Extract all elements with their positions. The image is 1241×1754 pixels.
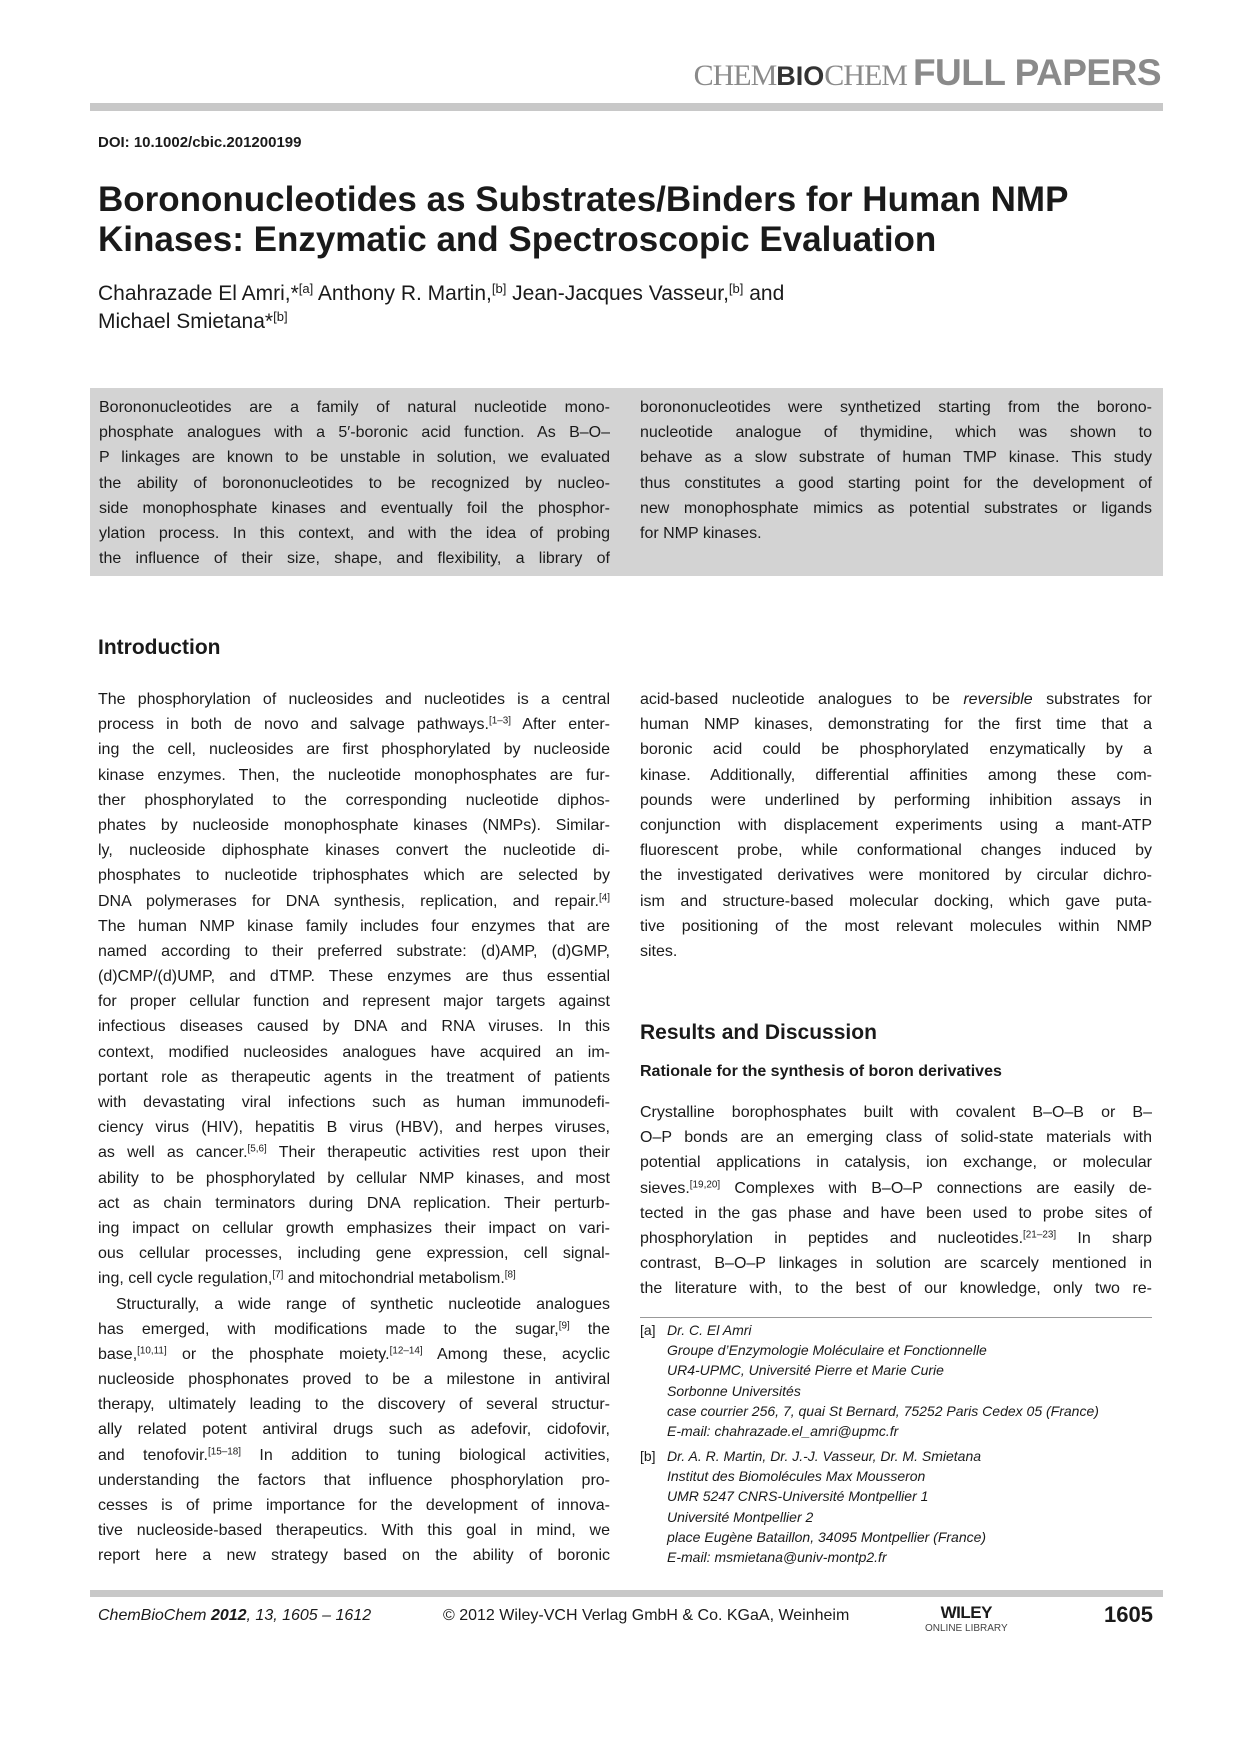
title-line: Borononucleotides as Substrates/Binders for Human NMP: [98, 180, 1069, 219]
text-line: behave as a slow substrate of human TMP kinase. This study: [640, 449, 1152, 467]
abstract-box: [90, 388, 1163, 576]
footnote-body: [667, 1446, 1160, 1567]
citation-ref: [9]: [558, 1320, 570, 1332]
text-line: ing the cell, nucleosides are first phosphorylated by nucleoside: [98, 741, 610, 759]
text-line: therapy, ultimately leading to the discovery of several structur-: [98, 1396, 610, 1414]
text-line: the investigated derivatives were monitored by circular dichro-: [640, 867, 1152, 885]
citation-pages: , 13, 1605 – 1612: [246, 1607, 372, 1624]
left-column-text: [98, 687, 610, 1569]
text-line: cesses is of prime importance for the development of innova-: [98, 1497, 610, 1514]
text-line: infectious diseases caused by DNA and RNA viruses. In this: [98, 1018, 610, 1036]
citation: [98, 1607, 371, 1625]
text-line: kinase enzymes. Then, the nucleotide monophosphates are fur-: [98, 766, 610, 784]
citation-ref: [15–18]: [207, 1446, 242, 1458]
footnote-line: Dr. A. R. Martin, Dr. J.-J. Vasseur, Dr. M. Smietana: [667, 1448, 982, 1464]
footer-rule: [90, 1590, 1163, 1597]
text-line: nucleoside phosphonates proved to be a milestone in antiviral: [98, 1371, 610, 1389]
citation-ref: [7]: [272, 1269, 284, 1281]
footnote-body: [667, 1320, 1160, 1441]
text-line: ous cellular processes, including gene expression, cell signal-: [98, 1245, 610, 1263]
citation-ref: [1–3]: [488, 715, 512, 727]
text-line: The human NMP kinase family includes four enzymes that are: [98, 917, 610, 935]
footnote-line: Institut des Biomolécules Max Mousseron: [667, 1468, 926, 1485]
citation-year: 2012: [210, 1607, 247, 1624]
text-line: potential applications in catalysis, ion exchange, or molecular: [640, 1154, 1152, 1172]
footnote-line: place Eugène Bataillon, 34095 Montpellier (France): [667, 1528, 987, 1545]
journal-name-part: CHEM: [824, 59, 907, 92]
footnote-line: E-mail: msmietana@univ-montp2.fr: [667, 1549, 887, 1566]
text-line: Structurally, a wide range of synthetic nucleotide analogues: [116, 1295, 610, 1313]
conjunction: and: [743, 282, 785, 305]
logo-subtext: ONLINE LIBRARY: [925, 1623, 1008, 1634]
text-line: ing, cell cycle regulation,[7] and mitochondrial metabolism.[8]: [98, 1269, 516, 1288]
text-line: the ability of borononucleotides to be recognized by nucleo-: [99, 474, 610, 492]
footnote-line: Dr. C. El Amri: [667, 1322, 752, 1338]
author: Anthony R. Martin,: [313, 282, 492, 305]
abstract-left-column: [99, 395, 610, 571]
text-line: ally related potent antiviral drugs such as adefovir, cidofovir,: [98, 1421, 610, 1439]
text-line: portant role as therapeutic agents in the treatment of patients: [98, 1068, 610, 1086]
author: Michael Smietana*: [98, 310, 274, 333]
subsection-heading: Rationale for the synthesis of boron derivatives: [640, 1063, 1002, 1080]
section-label: FULL PAPERS: [912, 52, 1161, 93]
citation-ref: [21–23]: [1023, 1229, 1057, 1241]
text-line: as well as cancer.[5,6] Their therapeutic activities rest upon their: [98, 1143, 610, 1162]
text-line: ther phosphorylated to the corresponding nucleotide diphos-: [98, 791, 610, 809]
citation-journal: ChemBioChem: [98, 1607, 211, 1624]
text-line: nucleotide analogue of thymidine, which was shown to: [640, 424, 1152, 442]
affiliation-mark: [a]: [298, 280, 314, 296]
affiliation-mark: [b]: [728, 280, 744, 296]
text-line: phosphate analogues with a 5′-boronic acid function. As B–O–: [99, 424, 610, 442]
text-line: new monophosphate mimics as potential substrates or ligands: [640, 499, 1152, 517]
text-line: the influence of their size, shape, and flexibility, a library of: [99, 550, 610, 568]
text-line: has emerged, with modifications made to the sugar,[9] the: [98, 1320, 611, 1338]
citation-ref: [8]: [504, 1269, 516, 1281]
text-line: acid-based nucleotide analogues to be reversible substrates for: [640, 691, 1152, 708]
section-heading-results: Results and Discussion: [640, 1021, 877, 1044]
text-line: ly, nucleoside diphosphate kinases convert the nucleotide di-: [98, 842, 610, 860]
text-line: phates by nucleoside monophosphate kinases (NMPs). Similar-: [98, 816, 610, 834]
text-line: ism and structure-based molecular docking, which gave puta-: [640, 892, 1152, 910]
text-line: boronic acid could be phosphorylated enzymatically by a: [640, 741, 1152, 759]
article-title: [98, 180, 1068, 260]
text-line: Borononucleotides are a family of natural nucleotide mono-: [99, 399, 610, 416]
text-line: ciency virus (HIV), hepatitis B virus (HBV), and herpes viruses,: [98, 1119, 610, 1137]
text-line: contrast, B–O–P linkages in solution are scarcely mentioned in: [640, 1255, 1152, 1273]
emphasis: reversible: [963, 691, 1033, 708]
text-line: named according to their preferred substrate: (d)AMP, (d)GMP,: [98, 942, 610, 960]
text-line: kinase. Additionally, differential affinities among these com-: [640, 766, 1152, 784]
citation-ref: [19,20]: [689, 1179, 721, 1191]
text-line: side monophosphate kinases and eventually foil the phosphor-: [99, 499, 610, 517]
text-line: pounds were underlined by performing inhibition assays in: [640, 791, 1152, 809]
text-line: for NMP kinases.: [640, 524, 762, 542]
text-line: (d)CMP/(d)UMP, and dTMP. These enzymes are thus essential: [98, 968, 610, 986]
affiliation-mark: [b]: [273, 308, 288, 324]
page-number: 1605: [1104, 1602, 1153, 1627]
footnote-tag: [b]: [640, 1448, 656, 1464]
wiley-online-library-logo: [925, 1603, 1008, 1634]
citation-ref: [10,11]: [137, 1345, 167, 1357]
section-heading-introduction: Introduction: [98, 636, 221, 659]
footnote-tag: [a]: [640, 1322, 656, 1338]
text-line: P linkages are known to be unstable in solution, we evaluated: [99, 449, 610, 467]
footnote-line: Université Montpellier 2: [667, 1508, 814, 1525]
text-line: thus constitutes a good starting point for the development of: [640, 474, 1152, 492]
text-line: borononucleotides were synthetized starting from the borono-: [640, 399, 1152, 416]
text-line: sites.: [640, 942, 678, 960]
citation-ref: [12–14]: [389, 1345, 423, 1357]
text-line: conjunction with displacement experiments using a mant-ATP: [640, 816, 1152, 834]
footnote-a: [640, 1320, 1160, 1441]
footnote-b: [640, 1446, 1160, 1567]
text-line: DNA polymerases for DNA synthesis, replication, and repair.[4]: [98, 892, 610, 910]
citation-ref: [5,6]: [247, 1143, 267, 1155]
footnote-line: case courrier 256, 7, quai St Bernard, 75252 Paris Cedex 05 (France): [667, 1402, 1099, 1419]
footnote-line: UMR 5247 CNRS-Université Montpellier 1: [667, 1488, 929, 1505]
text-line: tive positioning of the most relevant molecules within NMP: [640, 917, 1152, 935]
text-line: the literature with, to the best of our knowledge, only two re-: [640, 1280, 1152, 1298]
text-line: act as chain terminators during DNA replication. Their perturb-: [98, 1194, 610, 1212]
footnote-rule: [640, 1317, 1152, 1318]
results-text: [640, 1100, 1152, 1302]
journal-name-part: CHEM: [693, 59, 777, 92]
text-line: fluorescent probe, while conformational changes induced by: [640, 842, 1152, 860]
text-line: report here a new strategy based on the ability of boronic: [98, 1547, 610, 1565]
citation-ref: [4]: [598, 892, 610, 904]
doi: DOI: 10.1002/cbic.201200199: [98, 134, 302, 151]
text-line: process in both de novo and salvage pathways.[1–3] After enter-: [98, 715, 611, 734]
text-line: ability to be phosphorylated by cellular NMP kinases, and most: [98, 1169, 610, 1187]
journal-name-bio: BIO: [776, 61, 825, 91]
text-line: and tenofovir.[15–18] In addition to tuning biological activities,: [98, 1446, 610, 1464]
text-line: tive nucleoside-based therapeutics. With this goal in mind, we: [98, 1522, 610, 1540]
title-line: Kinases: Enzymatic and Spectroscopic Evaluation: [98, 220, 937, 259]
copyright: © 2012 Wiley-VCH Verlag GmbH & Co. KGaA, Weinheim: [443, 1607, 850, 1624]
text-line: ing impact on cellular growth emphasizes their impact on vari-: [98, 1219, 610, 1237]
text-line: understanding the factors that influence phosphorylation pro-: [98, 1471, 610, 1489]
footnote-line: UR4-UPMC, Université Pierre et Marie Curie: [667, 1362, 944, 1379]
text-line: tected in the gas phase and have been used to probe sites of: [640, 1204, 1152, 1222]
text-line: The phosphorylation of nucleosides and nucleotides is a central: [98, 691, 610, 708]
text-line: for proper cellular function and represent major targets against: [98, 993, 610, 1011]
author-list: [98, 280, 784, 336]
text-line: context, modified nucleosides analogues have acquired an im-: [98, 1043, 610, 1061]
logo-text: WILEY: [940, 1603, 992, 1622]
text-line: base,[10,11] or the phosphate moiety.[12–14] Among these, acyclic: [98, 1345, 610, 1363]
author: Jean-Jacques Vasseur,: [506, 282, 729, 305]
author: Chahrazade El Amri,*: [98, 282, 299, 305]
text-line: phosphorylation in peptides and nucleotides.[21–23] In sharp: [640, 1229, 1152, 1247]
footnote-line: Sorbonne Universités: [667, 1382, 801, 1399]
text-line: phosphates to nucleotide triphosphates which are selected by: [98, 867, 610, 885]
text-line: ylation process. In this context, and with the idea of probing: [99, 524, 610, 542]
text-line: sieves.[19,20] Complexes with B–O–P connections are easily de-: [640, 1179, 1152, 1197]
affiliation-mark: [b]: [491, 280, 507, 296]
text-line: human NMP kinases, demonstrating for the first time that a: [640, 716, 1152, 734]
journal-header: [694, 52, 1161, 94]
abstract-right-column: [640, 395, 1152, 546]
header-rule: [90, 103, 1163, 111]
footnote-line: E-mail: chahrazade.el_amri@upmc.fr: [667, 1423, 899, 1440]
text-line: Crystalline borophosphates built with covalent B–O–B or B–: [640, 1104, 1152, 1121]
text-line: O–P bonds are an emerging class of solid-state materials with: [640, 1129, 1152, 1147]
footnote-line: Groupe d’Enzymologie Moléculaire et Fonctionnelle: [667, 1342, 987, 1359]
right-column-text: [640, 687, 1152, 964]
text-line: with devastating viral infections such as human immunodefi-: [98, 1094, 610, 1111]
